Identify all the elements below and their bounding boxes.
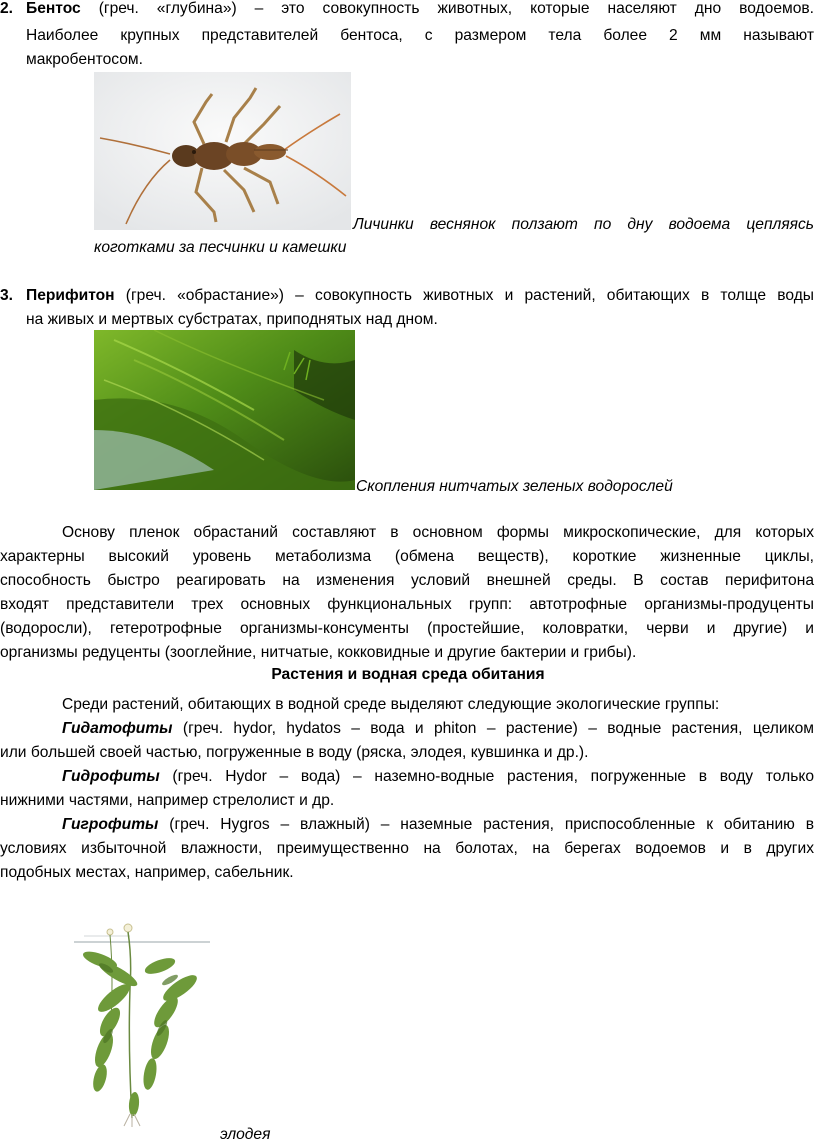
hydatophytes-term: Гидатофиты: [62, 720, 173, 737]
elodea-image: [70, 918, 220, 1128]
paragraph-text-3: способность быстро реагировать на изменения условий внешней среды. В состав перифитона: [0, 572, 814, 589]
hydatophytes-line-1: [62, 718, 814, 740]
periphyton-line-2: на живых и мертвых субстратах, приподнятых над дном.: [26, 311, 438, 328]
stonefly-caption-line-2: коготками за песчинки и камешки: [94, 239, 347, 256]
periphyton-term: Перифитон: [26, 287, 115, 304]
benthos-term: Бентос: [26, 0, 81, 17]
hygrophytes-line-2: [0, 838, 814, 860]
section-number-3: 3.: [0, 287, 14, 304]
paragraph-line-6: организмы редуценты (зооглейние, нитчатые, кокковидные и другие бактерии и грибы).: [0, 644, 637, 661]
paragraph-line-3: [0, 570, 814, 592]
paragraph-line-2: [0, 546, 814, 568]
hydatophytes-def-1: (греч. hydor, hydatos – вода и phiton – растение) – водные растения, целиком: [172, 720, 814, 737]
periphyton-line-1: [0, 285, 814, 307]
paragraph-text-5: (водоросли), гетеротрофные организмы-консументы (простейшие, коловратки, черви и другие) и: [0, 620, 814, 637]
hygrophytes-line-3: подобных местах, например, сабельник.: [0, 864, 294, 881]
stonefly-caption-line-1: [353, 214, 814, 236]
stonefly-larva-image: [94, 72, 351, 230]
stonefly-caption-text-1: Личинки веснянок ползают по дну водоема цепляясь: [353, 216, 814, 233]
paragraph-text-4: входят представители трех основных функциональных групп: автотрофные организмы-продуценты: [0, 596, 814, 613]
benthos-definition-1: (греч. «глубина») – это совокупность животных, которые населяют дно водоемов.: [80, 0, 814, 17]
algae-caption: Скопления нитчатых зеленых водорослей: [356, 478, 673, 495]
hydatophytes-line-2: или большей своей частью, погруженные в воду (ряска, элодея, кувшинка и др.).: [0, 744, 589, 761]
benthos-line-2: Наиболее крупных представителей бентоса, с размером тела более 2 мм называют: [26, 27, 814, 44]
hydrophytes-line-2: нижними частями, например стрелолист и др.: [0, 792, 335, 809]
section-heading: Растения и водная среда обитания: [271, 666, 545, 683]
paragraph-line-4: [0, 594, 814, 616]
benthos-line-3: макробентосом.: [26, 51, 143, 68]
plants-intro: Среди растений, обитающих в водной среде выделяют следующие экологические группы:: [62, 696, 720, 713]
benthos-line-1: [0, 0, 814, 20]
hygrophytes-text-2: условиях избыточной влажности, преимущественно на болотах, на берегах водоемов и в других: [0, 840, 814, 857]
paragraph-line-1: [62, 522, 814, 544]
paragraph-line-5: [0, 618, 814, 640]
paragraph-text-1: Основу пленок обрастаний составляют в основном формы микроскопические, для которых: [62, 524, 814, 541]
hydrophytes-term: Гидрофиты: [62, 768, 160, 785]
paragraph-text-2: характерны высокий уровень метаболизма (обмена веществ), короткие жизненные циклы,: [0, 548, 814, 565]
periphyton-definition-1: (греч. «обрастание») – совокупность животных и растений, обитающих в толще воды: [114, 287, 814, 304]
hygrophytes-def-1: (греч. Hygros – влажный) – наземные растения, приспособленные к обитанию в: [158, 816, 814, 833]
section-number-2: 2.: [0, 0, 14, 17]
elodea-caption: элодея: [220, 1126, 271, 1143]
hygrophytes-line-1: [62, 814, 814, 836]
hydrophytes-line-1: [62, 766, 814, 788]
hydrophytes-def-1: (греч. Hydor – вода) – наземно-водные растения, погруженные в воду только: [159, 768, 814, 785]
hygrophytes-term: Гигрофиты: [62, 816, 159, 833]
green-algae-image: [94, 330, 355, 490]
